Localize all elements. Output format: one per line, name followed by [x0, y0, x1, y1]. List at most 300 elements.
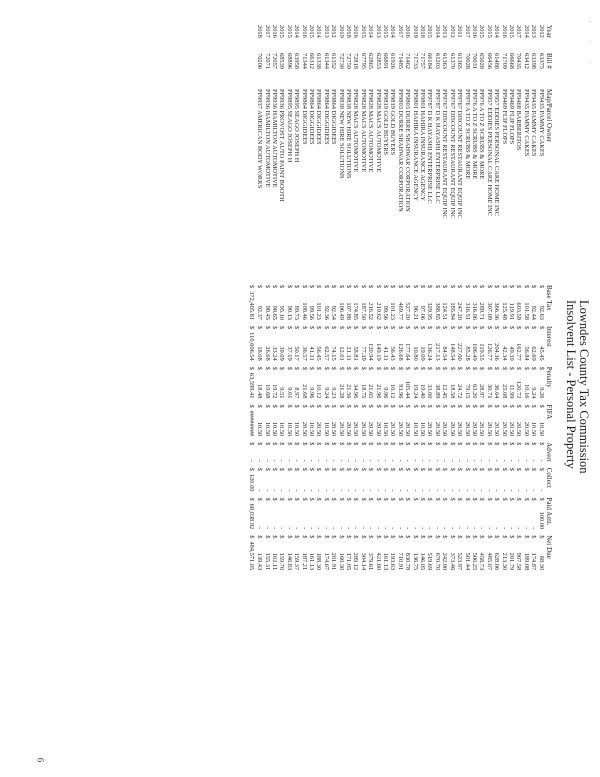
cell-collect: -: [522, 489, 530, 492]
currency: $: [441, 535, 449, 539]
cell-owner: PP9828 MACS AUTOMOTIVE: [352, 89, 360, 173]
currency: $: [493, 442, 501, 446]
cell-advert: -: [522, 459, 530, 462]
cell-bill: 72071: [263, 53, 271, 69]
currency: $: [404, 467, 412, 471]
table-row: [322, 22, 329, 573]
currency: $: [441, 442, 449, 446]
currency: $: [352, 325, 360, 330]
cell-penalty: 18.48: [256, 384, 264, 399]
currency: $: [322, 404, 330, 408]
cell-interest: 227.00: [456, 343, 464, 361]
cell-fifa: 20.50: [507, 421, 515, 437]
cell-base: 527.20: [404, 302, 412, 320]
cell-paid: -: [300, 527, 308, 530]
currency: $: [367, 285, 375, 289]
currency: $: [441, 404, 449, 408]
currency: $: [256, 535, 264, 539]
cell-penalty: 30.71: [485, 384, 493, 399]
cell-paid: -: [322, 527, 330, 530]
currency: $: [396, 404, 404, 408]
cell-base: 92.44: [530, 305, 538, 320]
page-number: 6: [35, 757, 46, 763]
table-row: [419, 22, 426, 573]
currency: $: [359, 535, 367, 539]
currency: $: [352, 404, 360, 408]
currency: $: [470, 467, 478, 471]
currency: $: [493, 497, 501, 501]
currency: $: [500, 325, 508, 330]
currency: $: [485, 325, 493, 330]
cell-interest: 58.81: [352, 346, 360, 361]
currency: $: [345, 404, 353, 408]
currency: $: [263, 285, 271, 289]
currency: $: [278, 497, 286, 501]
cell-paid: -: [530, 527, 538, 530]
currency: $: [478, 325, 486, 330]
currency: $: [359, 467, 367, 471]
cell-interest: 41.11: [382, 346, 390, 361]
cell-fifa: 20.50: [389, 421, 397, 437]
cell-paid: -: [478, 527, 486, 530]
cell-bill: 61352: [330, 53, 338, 69]
cell-bill: 66184: [426, 53, 434, 69]
cell-year: 2013: [322, 25, 330, 38]
cell-base: 98.45: [263, 305, 271, 320]
cell-fifa: 20.50: [359, 421, 367, 437]
cell-advert: -: [426, 459, 434, 462]
table-row: [315, 22, 322, 573]
currency: $: [485, 442, 493, 446]
cell-penalty: 19.40: [419, 384, 427, 399]
cell-year: 2016: [352, 25, 360, 38]
currency: $: [389, 442, 397, 446]
table-row: [293, 22, 300, 573]
currency: $: [367, 325, 375, 330]
cell-paid: -: [337, 527, 345, 530]
cell-year: 2015: [507, 25, 515, 38]
currency: $: [478, 442, 486, 446]
cell-fifa: 10.50: [308, 421, 315, 437]
cell-interest: 49.39: [507, 346, 515, 361]
currency: $: [322, 285, 330, 289]
cell-owner: PP9838 NEW HIRE SOLUTIONS: [337, 89, 345, 179]
cell-advert: -: [270, 459, 278, 462]
currency: $: [315, 535, 323, 539]
cell-year: 2012: [330, 25, 338, 38]
cell-bill: 72730: [337, 53, 345, 69]
cell-advert: -: [419, 459, 427, 462]
cell-penalty: 10.16: [522, 384, 530, 399]
table-row: [271, 22, 278, 573]
currency: $: [263, 535, 271, 539]
currency: $: [515, 325, 523, 330]
cell-base: 107.88: [345, 302, 353, 320]
currency: $: [522, 497, 530, 501]
cell-advert: -: [507, 459, 515, 462]
cell-paid: -: [485, 527, 493, 530]
cell-interest: 136.24: [426, 343, 434, 361]
cell-fifa: 10.50: [285, 421, 293, 437]
currency: $: [315, 442, 323, 446]
cell-year: 2016: [270, 25, 278, 38]
cell-net: 161.13: [308, 552, 315, 571]
cell-bill: 68539: [278, 53, 286, 69]
cell-net: 506.25: [470, 552, 478, 571]
cell-collect: -: [515, 489, 523, 492]
cell-bill: 72759: [345, 53, 353, 69]
cell-penalty: 38.89: [433, 384, 441, 399]
cell-base: 219.62: [374, 302, 382, 320]
cell-base: 92.37: [256, 305, 264, 320]
table-row: [285, 22, 292, 573]
table-row: [463, 22, 470, 573]
cell-bill: 63412: [522, 53, 530, 69]
currency: $: [315, 467, 323, 471]
cell-collect: -: [485, 489, 493, 492]
currency: $: [441, 285, 449, 289]
currency: $: [293, 366, 301, 370]
currency: $: [522, 285, 530, 289]
currency: $: [478, 467, 486, 471]
currency: $: [419, 497, 427, 501]
cell-owner: PP9469 FLIP FLOPS: [507, 89, 515, 145]
cell-paid: -: [308, 527, 315, 530]
cell-bill: 72057: [270, 53, 278, 69]
cell-net: 458.73: [478, 552, 486, 571]
cell-base: 95.10: [278, 305, 286, 320]
report-header: [564, 300, 590, 474]
table-row: [434, 22, 441, 573]
cell-collect: -: [419, 489, 427, 492]
cell-net: 171.05: [345, 552, 353, 571]
cell-base: 289.71: [478, 302, 486, 320]
cell-year: 2018: [256, 25, 264, 38]
currency: $: [500, 467, 508, 471]
currency: $: [419, 442, 427, 446]
currency: $: [293, 467, 301, 471]
cell-bill: 72818: [352, 53, 360, 69]
cell-fifa: 10.50: [530, 421, 538, 437]
currency: $: [448, 535, 456, 539]
currency: $: [263, 442, 271, 446]
currency: $: [396, 366, 404, 370]
cell-bill: 71709: [500, 53, 508, 69]
cell-owner: PP9895 SEAGO JOSEPH H: [285, 89, 293, 163]
currency: $: [278, 535, 286, 539]
cell-collect: -: [463, 489, 471, 492]
currency: $: [367, 467, 375, 471]
cell-advert: -: [493, 459, 501, 462]
cell-penalty: 25.08: [500, 384, 508, 399]
cell-collect: -: [315, 489, 323, 492]
currency: $: [500, 366, 508, 370]
currency: $: [359, 325, 367, 330]
cell-net: 213.30: [500, 552, 508, 571]
currency: $: [263, 366, 271, 370]
col-fifa: FIFA: [545, 404, 553, 420]
cell-bill: 71462: [404, 53, 412, 69]
cell-year: 2018: [345, 25, 353, 38]
cell-owner: PP976 A TO Z SCRUBS & MORE: [478, 89, 486, 180]
cell-interest: 36.57: [300, 346, 308, 361]
currency: $: [285, 497, 293, 501]
cell-collect: -: [478, 489, 486, 492]
cell-year: 2015: [426, 25, 434, 38]
cell-net: 155.31: [263, 552, 271, 571]
currency: $: [308, 285, 315, 289]
cell-owner: PP9767 DISCOUNT RESTAURANT EQUIP INC: [456, 89, 464, 219]
currency: $: [433, 285, 441, 289]
currency: $: [374, 404, 382, 408]
currency: $: [374, 497, 382, 501]
currency: $: [463, 285, 471, 289]
currency: $: [367, 404, 375, 408]
currency: $: [522, 366, 530, 370]
cell-bill: 66456: [485, 53, 493, 69]
cell-penalty: 9.24: [322, 387, 330, 399]
cell-base: 216.52: [367, 302, 375, 320]
cell-paid: -: [330, 527, 338, 530]
currency: $: [315, 497, 323, 501]
currency: $: [270, 442, 278, 446]
currency: $: [493, 366, 501, 370]
table-row: [471, 22, 478, 573]
cell-bill: 61370: [448, 53, 456, 69]
currency: $: [456, 404, 464, 408]
cell-fifa: 10.50: [537, 421, 545, 437]
currency: $: [382, 497, 390, 501]
cell-base: 366.36: [493, 302, 501, 320]
currency: $: [478, 497, 486, 501]
cell-bill: 61344: [322, 53, 330, 69]
cell-fifa: 20.50: [485, 421, 493, 437]
cell-paid: -: [352, 527, 360, 530]
cell-bill: 61926: [389, 53, 397, 69]
currency: $: [382, 404, 390, 408]
table-row: [478, 22, 485, 573]
table-row: [278, 22, 285, 573]
currency: $: [411, 404, 419, 408]
currency: $: [493, 285, 501, 289]
currency: $: [352, 467, 360, 471]
currency: $: [337, 535, 345, 539]
cell-year: 2019: [411, 25, 419, 38]
cell-interest: 62.69: [530, 346, 538, 361]
cell-net: 907.58: [515, 552, 523, 571]
table-row: [485, 22, 492, 573]
currency: $: [530, 497, 538, 501]
cell-base: 92.54: [330, 305, 338, 320]
currency: $: [507, 366, 515, 370]
table-row: [256, 22, 263, 573]
cell-paid: -: [315, 527, 323, 530]
cell-advert: -: [374, 459, 382, 462]
cell-advert: -: [463, 459, 471, 462]
table-body: [256, 22, 545, 573]
cell-year: 2015: [285, 25, 293, 38]
currency: $: [448, 366, 456, 370]
cell-bill: 61363: [441, 53, 449, 69]
cell-interest: 85.28: [463, 346, 471, 361]
currency: $: [404, 442, 412, 446]
currency: $: [426, 535, 434, 539]
currency: $: [256, 497, 264, 501]
cell-interest: 120.94: [367, 343, 375, 361]
cell-paid: -: [456, 527, 464, 530]
currency: $: [345, 442, 353, 446]
col-year: Year: [545, 25, 553, 38]
cell-interest: 62.57: [322, 346, 330, 361]
currency: $: [470, 442, 478, 446]
cell-interest: 21.11: [345, 346, 353, 361]
cell-collect: -: [382, 489, 390, 492]
cell-collect: -: [322, 489, 330, 492]
currency: $: [263, 467, 271, 471]
currency: $: [485, 285, 493, 289]
currency: $: [537, 442, 545, 446]
currency: $: [522, 442, 530, 446]
cell-net: 201.91: [330, 552, 338, 571]
cell-fifa: 20.50: [345, 421, 353, 437]
currency: $: [530, 442, 538, 446]
cell-net: 501.44: [463, 552, 471, 571]
cell-owner: PP9469 FLIP FLOPS: [500, 89, 508, 145]
cell-bill: 70435: [515, 53, 523, 69]
currency: $: [322, 325, 330, 330]
cell-advert: -: [433, 459, 441, 462]
currency: $: [485, 535, 493, 539]
cell-fifa: 10.50: [411, 421, 419, 437]
cell-paid: -: [359, 527, 367, 530]
cell-collect: -: [256, 489, 264, 492]
currency: $: [278, 285, 286, 289]
cell-paid: -: [389, 527, 397, 530]
cell-owner: PP9937 AMERICAN BODY WORKS: [256, 89, 264, 189]
currency: $: [256, 442, 264, 446]
currency: $: [478, 285, 486, 289]
cell-advert: -: [285, 459, 293, 462]
currency: $: [478, 535, 486, 539]
currency: $: [293, 497, 301, 501]
cell-year: 2015: [478, 25, 486, 38]
cell-year: 2016: [500, 25, 508, 38]
currency: $: [374, 285, 382, 289]
cell-paid: -: [448, 527, 456, 530]
currency: $: [470, 285, 478, 289]
cell-bill: 71757: [419, 53, 427, 69]
currency: $: [485, 467, 493, 471]
cell-interest: 41.11: [308, 346, 315, 361]
currency: $: [367, 442, 375, 446]
currency: $: [426, 285, 434, 289]
currency: $: [278, 366, 286, 370]
currency: $: [300, 404, 308, 408]
cell-paid: -: [263, 527, 271, 530]
currency: $: [285, 285, 293, 289]
table-row: [537, 22, 544, 573]
cell-penalty: 11.99: [507, 384, 515, 399]
currency: $: [441, 467, 449, 471]
currency: $: [270, 366, 278, 370]
cell-advert: -: [396, 459, 404, 462]
currency: $: [300, 325, 308, 330]
cell-advert: -: [530, 459, 538, 462]
cell-owner: PP9864 DIGGIDEES: [308, 89, 315, 145]
currency: $: [426, 366, 434, 370]
currency: $: [337, 442, 345, 446]
currency: $: [396, 467, 404, 471]
cell-year: 2017: [515, 25, 523, 38]
cell-interest: 126.77: [485, 343, 493, 361]
currency: $: [426, 442, 434, 446]
cell-base: 119.91: [507, 302, 515, 320]
cell-interest: 26.68: [263, 346, 271, 361]
cell-advert: -: [263, 459, 271, 462]
currency: $: [404, 366, 412, 370]
currency: $: [411, 467, 419, 471]
col-net-due: Net Due: [545, 535, 553, 559]
table-row: [345, 22, 352, 573]
cell-interest: 33.24: [270, 346, 278, 361]
currency: $: [500, 404, 508, 408]
cell-bill: 71485: [396, 53, 404, 69]
cell-paid: -: [426, 527, 434, 530]
currency: $: [285, 366, 293, 370]
cell-advert: -: [293, 459, 301, 462]
currency: $: [308, 404, 315, 408]
currency: $: [308, 325, 315, 330]
cell-fifa: 20.50: [463, 421, 471, 437]
currency: $: [515, 366, 523, 370]
cell-paid: -: [515, 527, 523, 530]
currency: $: [456, 285, 464, 289]
table-row: [515, 22, 522, 573]
col-base-tax: Base Tax: [545, 285, 553, 311]
currency: $: [537, 404, 545, 408]
cell-fifa: 20.50: [470, 421, 478, 437]
cell-fifa: 20.50: [441, 421, 449, 437]
cell-paid: -: [419, 527, 427, 530]
cell-interest: 42.34: [500, 346, 508, 361]
cell-base: 101.23: [389, 302, 397, 320]
cell-advert: -: [500, 459, 508, 462]
currency: $: [404, 404, 412, 408]
cell-collect: -: [337, 489, 345, 492]
cell-advert: -: [515, 459, 523, 462]
currency: $: [247, 497, 255, 501]
currency: $: [382, 285, 390, 289]
table-row: [352, 22, 359, 573]
cell-bill: 68896: [285, 53, 293, 69]
cell-interest: 204.36: [493, 343, 501, 361]
cell-interest: 56.45: [315, 346, 323, 361]
cell-bill: 66668: [507, 53, 515, 69]
currency: $: [367, 366, 375, 370]
currency: $: [270, 535, 278, 539]
currency: $: [463, 325, 471, 330]
table-row: [330, 22, 337, 573]
cell-owner: PP9767 DISCOUNT RESTAURANT EQUIP INC: [441, 89, 449, 219]
currency: $: [426, 497, 434, 501]
currency: $: [411, 325, 419, 330]
cell-paid: 100.00: [537, 511, 545, 530]
currency: $: [359, 285, 367, 289]
cell-penalty: 36.64: [493, 384, 501, 399]
cell-advert: -: [478, 459, 486, 462]
currency: $: [404, 497, 412, 501]
cell-paid: -: [382, 527, 390, 530]
